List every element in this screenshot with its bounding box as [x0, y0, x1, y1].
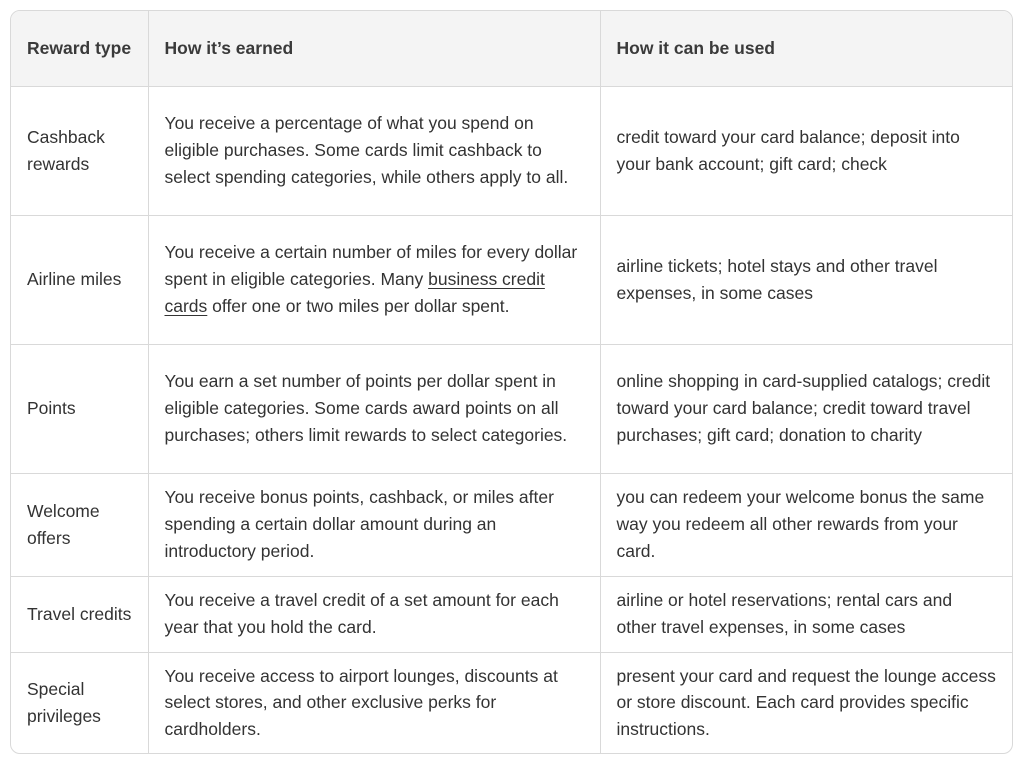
how-earned-cell: You earn a set number of points per dollar spent in eligible categories. Some cards award points on all purchases; others limit rewards to select categories.: [148, 344, 600, 473]
rewards-table-container: [10, 10, 1013, 754]
how-earned-cell: You receive bonus points, cashback, or miles after spending a certain dollar amount during an introductory period.: [148, 473, 600, 576]
how-used-cell: online shopping in card-supplied catalogs; credit toward your card balance; credit toward travel purchases; gift card; donation to charity: [600, 344, 1012, 473]
table-row: [11, 215, 1012, 344]
how-used-cell: present your card and request the lounge access or store discount. Each card provides specific instructions.: [616, 665, 996, 740]
how-earned-cell: You receive a percentage of what you spend on eligible purchases. Some cards limit cashback to select spending categories, while others apply to all.: [148, 86, 600, 215]
header-row: [11, 11, 1012, 86]
table-row: [11, 576, 1012, 652]
rewards-table: [11, 11, 1012, 753]
header-reward-type: Reward type: [11, 11, 148, 86]
table-row: [11, 473, 1012, 576]
how-used-cell: you can redeem your welcome bonus the same way you redeem all other rewards from your card.: [600, 473, 1012, 576]
reward-type-cell: Points: [11, 344, 148, 473]
business-credit-cards-link[interactable]: business credit cards: [164, 269, 545, 316]
header-how-used: How it can be used: [600, 11, 1012, 86]
table-header: [11, 11, 1012, 86]
header-how-earned: How it’s earned: [148, 11, 600, 86]
reward-type-cell: Welcome offers: [11, 473, 148, 576]
earned-text-after: offer one or two miles per dollar spent.: [207, 295, 510, 316]
how-used-cell: airline tickets; hotel stays and other travel expenses, in some cases: [600, 215, 1012, 344]
table-row: [11, 86, 1012, 215]
reward-type-cell: Airline miles: [11, 215, 148, 344]
reward-type-cell: Cashback rewards: [11, 86, 148, 215]
table-row: [11, 652, 1012, 753]
table-row: [11, 344, 1012, 473]
how-used-cell: airline or hotel reservations; rental cars and other travel expenses, in some cases: [600, 576, 1012, 652]
how-earned-cell: [148, 215, 600, 344]
how-used-cell: credit toward your card balance; deposit into your bank account; gift card; check: [600, 86, 1012, 215]
how-earned-cell: You receive access to airport lounges, discounts at select stores, and other exclusive perks for cardholders.: [148, 652, 600, 753]
how-earned-cell: You receive a travel credit of a set amount for each year that you hold the card.: [148, 576, 600, 652]
reward-type-cell: Travel credits: [11, 576, 148, 652]
table-body: [11, 86, 1012, 753]
earned-text-before: You receive a certain number of miles for every dollar spent in eligible categories. Many: [164, 242, 578, 290]
reward-type-cell: Special privileges: [11, 652, 148, 753]
